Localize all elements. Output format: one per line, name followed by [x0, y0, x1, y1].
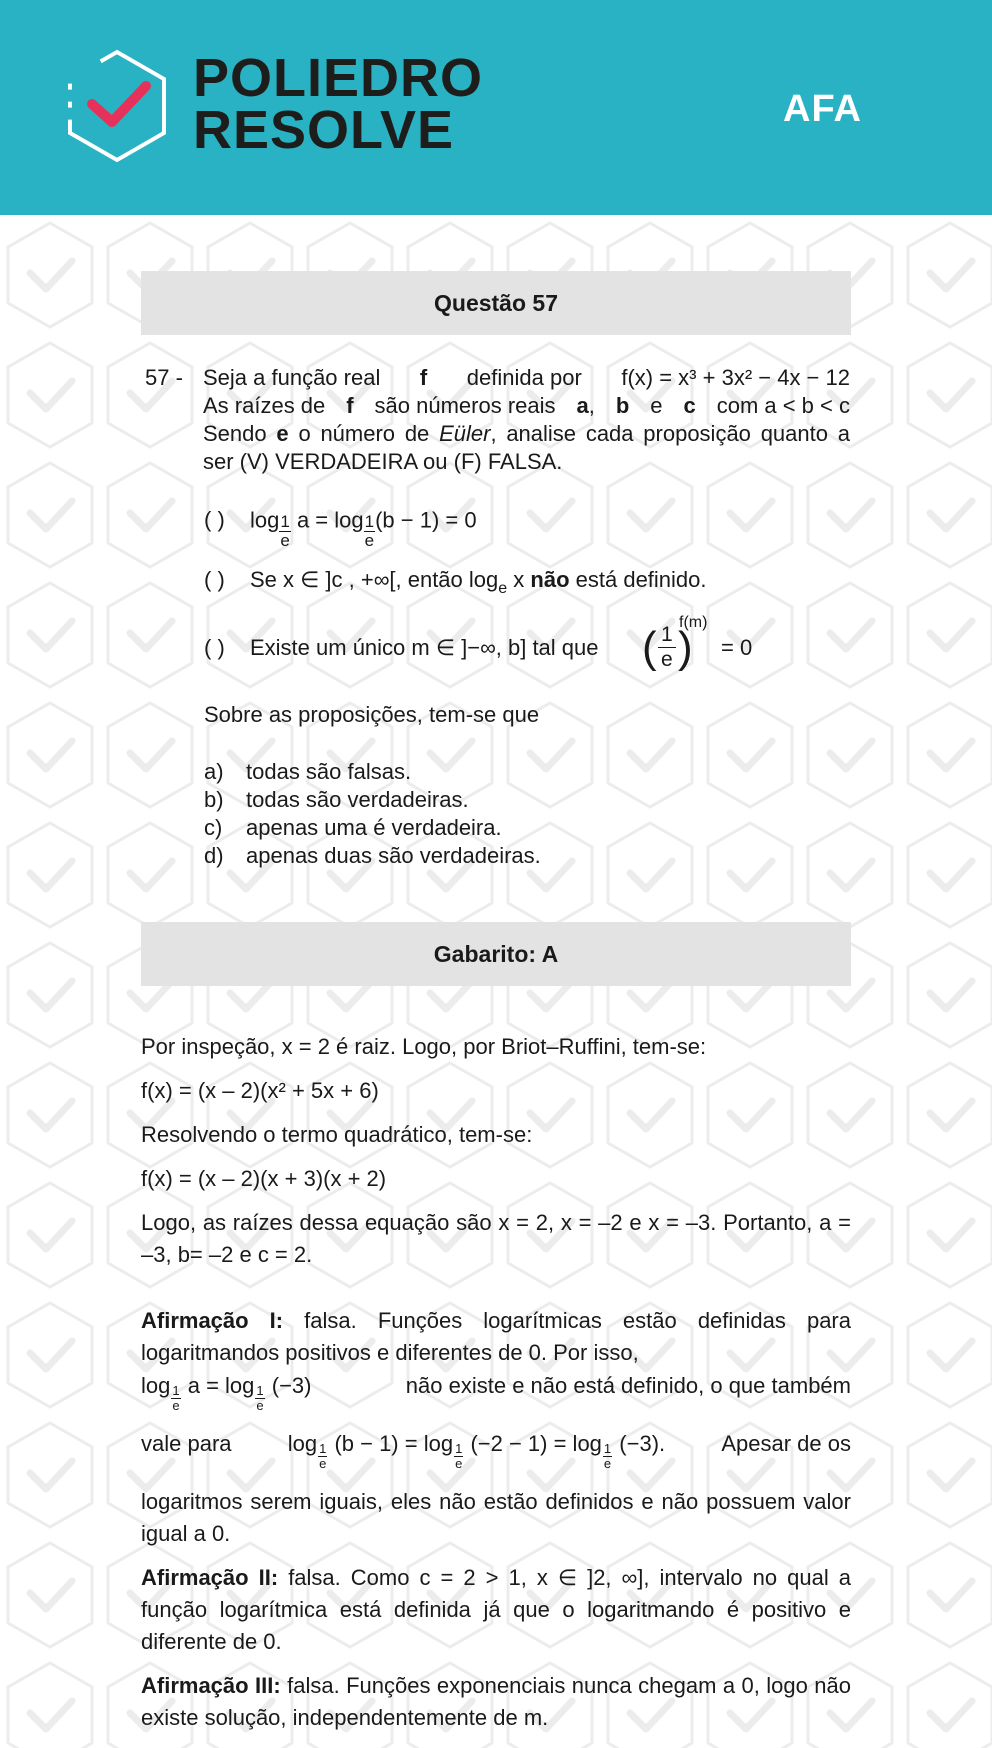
stmt-text: Sendo	[203, 421, 267, 446]
stmt-f: f	[419, 365, 428, 390]
answer-key-bar: Gabarito: A	[141, 922, 851, 986]
statement-body: falsa. Funções logarítmicas estão definidas para logaritmandos positivos e diferentes de 0. Por isso,	[141, 1308, 851, 1365]
p2-x: x	[507, 567, 531, 592]
frac-num: 1	[280, 512, 290, 531]
p3-exponent: f(m)	[679, 614, 708, 631]
p2-base: e	[498, 580, 508, 597]
option-letter: a)	[204, 759, 224, 784]
statement-label: Afirmação II:	[141, 1565, 279, 1590]
brand-line-2: RESOLVE	[193, 100, 455, 160]
root-b: b	[615, 393, 630, 418]
p1-mid: a = log	[290, 507, 364, 533]
statement-body: Apesar de os	[721, 1431, 851, 1456]
stmt-e: e	[276, 421, 289, 446]
stmt-f: f	[346, 393, 354, 418]
stmt-euler: Eüler	[439, 421, 491, 446]
frac-num: 1	[603, 1441, 612, 1456]
statement-1-text	[141, 1305, 851, 1369]
frac-den: e	[280, 531, 290, 550]
p3-right-paren: )	[678, 623, 693, 672]
option-b[interactable]	[204, 786, 541, 814]
option-d[interactable]	[204, 842, 541, 870]
statement-1-math-line	[141, 1370, 851, 1426]
header-banner	[0, 0, 992, 215]
frac-num: 1	[658, 623, 676, 648]
option-letter: b)	[204, 787, 224, 812]
about-text: Sobre as proposições, tem-se que	[204, 702, 540, 727]
proposition-2	[204, 567, 707, 597]
log-part: (b − 1) = log	[334, 1431, 454, 1456]
option-text: apenas duas são verdadeiras.	[246, 843, 541, 868]
statement-body: não existe e não está definido, o que também	[405, 1373, 851, 1398]
frac-den: e	[455, 1456, 463, 1471]
answer-paren: ( )	[204, 635, 225, 660]
log-arg: (−3)	[271, 1373, 312, 1398]
statement-label: Afirmação I:	[141, 1308, 284, 1333]
p1-base-2	[364, 513, 375, 550]
p2-end: está definido.	[569, 567, 707, 592]
statement-2-text	[141, 1562, 851, 1658]
statement-3-text	[141, 1670, 851, 1734]
frac-num: 1	[319, 1441, 327, 1456]
question-statement: Seja a função real f definida por f(x) = x³ + 3x² − 4x − 12 As raízes de f são números reais a, b e c com a < b < c Sendo e o número de Eüler, analise cada proposição quanto a ser (V) VERDADEIRA ou (F) FALSA.	[203, 365, 850, 474]
statement-1-end: logaritmos serem iguais, eles não estão definidos e não possuem valor igual a 0.	[141, 1489, 851, 1546]
log-base	[603, 1442, 612, 1471]
statement-body: falsa. Como c = 2 > 1, x ∈ ]2, ∞], intervalo no qual a função logarítmica está definida já que o logaritmando é positivo e diferente de 0.	[141, 1565, 851, 1654]
option-c[interactable]	[204, 814, 541, 842]
question-title-bar: Questão 57	[141, 271, 851, 335]
brand-logo	[193, 48, 484, 160]
stmt-text: definida por	[466, 365, 582, 390]
log-word: log	[141, 1373, 171, 1398]
log-base	[255, 1384, 264, 1413]
statement-body: falsa. Funções exponenciais nunca chegam a 0, logo não existe solução, independentemente de m.	[141, 1673, 851, 1730]
log-part: (−2 − 1) = log	[470, 1431, 602, 1456]
statement-1-math-line-2	[141, 1428, 851, 1484]
solution-roots: Logo, as raízes dessa equação são x = 2, x = –2 e x = –3. Portanto, a = –3, b= –2 e c = 2.	[141, 1210, 851, 1267]
log-part: (−3).	[619, 1431, 666, 1456]
stmt-text: , analise cada proposição quanto a ser (V) VERDADEIRA ou (F) FALSA.	[203, 421, 850, 474]
stmt-text: e	[650, 393, 663, 418]
stmt-text: Seja a função real	[203, 365, 381, 390]
frac-den: e	[603, 1456, 612, 1471]
p3-end: = 0	[721, 635, 753, 660]
option-a[interactable]	[204, 758, 541, 786]
frac-den: e	[661, 648, 673, 671]
solution-line-2: Resolvendo o termo quadrático, tem-se:	[141, 1122, 533, 1147]
option-text: apenas uma é verdadeira.	[246, 815, 502, 840]
log-base	[318, 1442, 327, 1471]
solution-line-1: Por inspeção, x = 2 é raiz. Logo, por Briot–Ruffini, tem-se:	[141, 1034, 707, 1059]
stmt-text: o número de	[298, 421, 430, 446]
frac-num: 1	[455, 1441, 463, 1456]
root-c: c	[683, 393, 696, 418]
exam-name: AFA	[783, 88, 862, 130]
frac-num: 1	[172, 1383, 180, 1398]
log-base	[171, 1384, 180, 1413]
option-text: todas são falsas.	[246, 759, 412, 784]
brand-line-1: POLIEDRO	[193, 48, 484, 108]
log-expression	[141, 1370, 312, 1413]
frac-den: e	[256, 1398, 264, 1413]
log-base	[454, 1442, 463, 1471]
log-word: log	[287, 1431, 318, 1456]
frac-den: e	[319, 1456, 327, 1471]
check-hexagon-icon	[62, 48, 172, 164]
p1-log: log	[250, 507, 280, 533]
log-chain	[287, 1428, 666, 1471]
option-text: todas são verdadeiras.	[246, 787, 469, 812]
p3-start: Existe um único m ∈ ]−∞, b] tal que	[250, 635, 599, 660]
stmt-text: com a < b < c	[716, 393, 850, 418]
frac-num: 1	[256, 1383, 264, 1398]
function-formula: f(x) = x³ + 3x² − 4x − 12	[621, 365, 850, 390]
p2-bold: não	[530, 567, 570, 592]
p3-left-paren: (	[642, 623, 657, 672]
solution-formula-1: f(x) = (x – 2)(x² + 5x + 6)	[141, 1078, 379, 1103]
p2-start: Se x ∈ ]c , +∞[, então log	[250, 567, 499, 592]
frac-num: 1	[364, 512, 375, 531]
frac-den: e	[172, 1398, 180, 1413]
option-letter: d)	[204, 843, 224, 868]
statement-body: vale para	[141, 1431, 232, 1456]
stmt-text: As raízes de	[203, 393, 326, 418]
stmt-text: são números reais	[374, 393, 556, 418]
question-number: 57 -	[145, 365, 183, 390]
options-list	[204, 758, 541, 870]
log-mid: a = log	[187, 1373, 255, 1398]
solution-formula-2: f(x) = (x – 2)(x + 3)(x + 2)	[141, 1166, 387, 1191]
p1-base	[279, 513, 290, 550]
answer-paren: ( )	[204, 507, 225, 533]
frac-den: e	[364, 531, 375, 550]
root-a: a	[576, 393, 589, 418]
proposition-1	[204, 503, 477, 550]
p1-end: (b − 1) = 0	[375, 507, 477, 533]
option-letter: c)	[204, 815, 223, 840]
p3-fraction	[658, 623, 676, 672]
answer-paren: ( )	[204, 567, 225, 592]
statement-label: Afirmação III:	[141, 1673, 281, 1698]
